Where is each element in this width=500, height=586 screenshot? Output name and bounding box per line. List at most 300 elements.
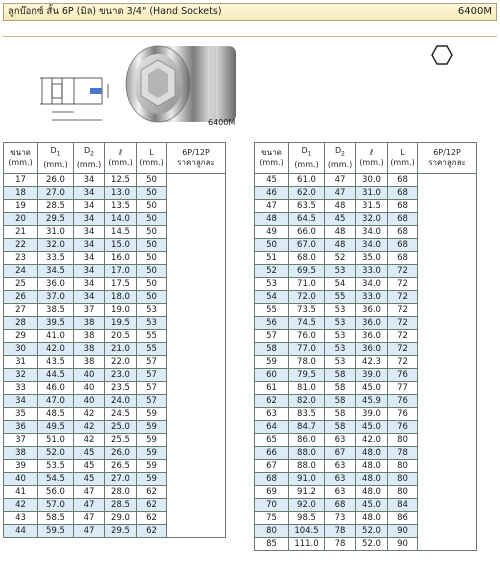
price-cell [167,174,226,538]
table-cell: 63 [325,486,356,499]
table-cell: 80 [388,473,418,486]
table-cell: 42 [74,434,105,447]
table-cell: 37.0 [38,291,74,304]
table-cell: 68 [388,174,418,187]
table-header-row [255,143,477,174]
table-cell: 50 [137,239,167,252]
table-cell: 49 [255,226,289,239]
header-l: L (mm.) [388,143,418,174]
table-cell: 46.0 [38,382,74,395]
table-cell: 53 [325,330,356,343]
header-price: 6P/12P ราคาลูกละ [418,143,477,174]
table-cell: 80 [388,460,418,473]
table-cell: 16.0 [105,252,137,265]
table-cell: 34 [74,200,105,213]
table-cell: 72 [388,265,418,278]
table-cell: 90 [388,538,418,551]
table-cell: 58 [325,382,356,395]
table-cell: 55 [255,304,289,317]
table-cell: 17.5 [105,278,137,291]
table-cell: 91.2 [289,486,325,499]
table-cell: 45 [325,213,356,226]
table-cell: 64 [255,421,289,434]
table-cell: 38 [74,317,105,330]
table-cell: 104.5 [289,525,325,538]
table-cell: 88.0 [289,447,325,460]
header-price: 6P/12P ราคาลูกละ [167,143,226,174]
table-cell: 68 [388,200,418,213]
table-cell: 68 [388,226,418,239]
table-cell: 36.0 [356,304,388,317]
table-cell: 91.0 [289,473,325,486]
table-cell: 28.5 [105,499,137,512]
table-cell: 31.0 [38,226,74,239]
table-cell: 52.0 [356,538,388,551]
table-cell: 33.0 [356,265,388,278]
table-cell: 59 [137,460,167,473]
table-cell: 78 [325,525,356,538]
table-cell: 72 [388,330,418,343]
table-cell: 27.0 [105,473,137,486]
price-cell [418,174,477,551]
table-cell: 22 [4,239,38,252]
table-cell: 23 [4,252,38,265]
table-cell: 28.5 [38,200,74,213]
table-cell: 37 [74,304,105,317]
table-cell: 90 [388,525,418,538]
table-cell: 29.0 [105,512,137,525]
table-cell: 72 [388,291,418,304]
table-cell: 26.0 [38,174,74,187]
table-cell: 59 [137,421,167,434]
table-cell: 48 [255,213,289,226]
table-cell: 22.0 [105,356,137,369]
table-body-left [4,174,226,538]
table-cell: 29.5 [105,525,137,538]
socket-photo [118,38,240,128]
table-cell: 32.0 [356,213,388,226]
table-cell: 76 [388,421,418,434]
table-cell: 79.5 [289,369,325,382]
table-cell: 28.0 [105,486,137,499]
table-cell: 23.0 [105,369,137,382]
table-cell: 86 [388,512,418,525]
table-cell: 26 [4,291,38,304]
table-cell: 36.0 [356,317,388,330]
table-cell: 48.5 [38,408,74,421]
page-title: ลูกบ๊อกซ์ สั้น 6P (มิล) ขนาด 3/4" (Hand Sockets) [8,6,222,17]
table-cell: 98.5 [289,512,325,525]
table-cell: 17 [4,174,38,187]
table-cell: 38 [74,330,105,343]
table-cell: 80 [388,434,418,447]
table-cell: 58.5 [38,512,74,525]
divider [3,36,497,37]
table-cell: 39 [4,460,38,473]
table-cell: 80 [388,486,418,499]
table-cell: 36.0 [356,330,388,343]
table-cell: 55 [325,291,356,304]
table-cell: 51 [255,252,289,265]
table-cell: 36.0 [356,343,388,356]
table-cell: 24.0 [105,395,137,408]
table-cell: 72.0 [289,291,325,304]
table-cell: 38 [4,447,38,460]
table-cell: 31.5 [356,200,388,213]
header-d2: $D_2$ (mm.) [74,143,105,174]
table-cell: 52.0 [38,447,74,460]
table-cell: 78.0 [289,356,325,369]
table-cell: 29 [4,330,38,343]
table-cell: 62 [137,486,167,499]
table-cell: 53 [255,278,289,291]
table-cell: 19 [4,200,38,213]
table-cell: 68 [325,499,356,512]
table-cell: 34 [4,395,38,408]
table-cell: 34 [74,226,105,239]
table-cell: 63 [325,460,356,473]
table-cell: 72 [388,278,418,291]
table-cell: 45 [74,473,105,486]
table-cell: 75 [255,512,289,525]
table-cell: 63.5 [289,200,325,213]
table-cell: 67 [255,460,289,473]
table-cell: 34.5 [38,265,74,278]
table-cell: 37 [4,434,38,447]
table-cell: 43 [4,512,38,525]
table-cell: 47 [74,525,105,538]
table-cell: 70 [255,499,289,512]
table-cell: 50 [137,187,167,200]
table-cell: 76.0 [289,330,325,343]
table-cell: 73.5 [289,304,325,317]
table-cell: 32.0 [38,239,74,252]
table-cell: 76 [388,395,418,408]
table-cell: 45 [255,174,289,187]
table-cell: 80 [255,525,289,538]
table-cell: 50 [137,252,167,265]
table-cell: 65 [255,434,289,447]
table-cell: 59 [137,447,167,460]
table-cell: 24.5 [105,408,137,421]
table-cell: 33 [4,382,38,395]
model-number: 6400M [457,6,492,17]
table-cell: 53 [325,343,356,356]
table-cell: 50 [137,174,167,187]
table-cell: 85 [255,538,289,551]
table-cell: 58 [325,421,356,434]
hexagon-icon [431,45,453,65]
table-cell: 50 [137,278,167,291]
table-cell: 42.0 [356,434,388,447]
table-cell: 14.5 [105,226,137,239]
table-cell: 68 [388,213,418,226]
table-cell: 68 [255,473,289,486]
table-cell: 41.0 [38,330,74,343]
table-cell: 92.0 [289,499,325,512]
table-cell: 38.5 [38,304,74,317]
table-cell: 20.5 [105,330,137,343]
table-cell: 86.0 [289,434,325,447]
table-cell: 33.5 [38,252,74,265]
header-d2: $D_2$ (mm.) [325,143,356,174]
table-cell: 29.5 [38,213,74,226]
table-cell: 39.0 [356,408,388,421]
table-cell: 62 [137,499,167,512]
table-cell: 45.0 [356,382,388,395]
table-cell: 45.9 [356,395,388,408]
table-cell: 19.0 [105,304,137,317]
table-cell: 59 [137,408,167,421]
table-cell: 58 [255,343,289,356]
table-cell: 17.0 [105,265,137,278]
table-cell: 66.0 [289,226,325,239]
table-cell: 53 [137,317,167,330]
table-cell: 36.0 [38,278,74,291]
table-cell: 47 [74,486,105,499]
table-cell: 78 [388,447,418,460]
table-cell: 50 [137,265,167,278]
table-cell: 35.0 [356,252,388,265]
table-cell: 15.0 [105,239,137,252]
header-d1: $D_1$ (mm.) [289,143,325,174]
table-cell: 48 [325,239,356,252]
table-cell: 48 [325,200,356,213]
table-cell: 14.0 [105,213,137,226]
table-cell: 50 [137,291,167,304]
table-cell: 58 [325,369,356,382]
header-l-small: ℓ (mm.) [105,143,137,174]
header-l-small: ℓ (mm.) [356,143,388,174]
table-cell: 57 [137,369,167,382]
title-bar [3,3,497,21]
header-l: L (mm.) [137,143,167,174]
table-cell: 42.3 [356,356,388,369]
table-cell: 88.0 [289,460,325,473]
table-cell: 59 [137,434,167,447]
table-cell: 58 [325,408,356,421]
header-size: ขนาด (mm.) [4,143,38,174]
table-cell: 40 [74,369,105,382]
table-cell: 57.0 [38,499,74,512]
table-cell: 57 [137,395,167,408]
table-cell: 44 [4,525,38,538]
table-cell: 72 [388,317,418,330]
table-cell: 48.0 [356,486,388,499]
table-cell: 34 [74,239,105,252]
table-cell: 47.0 [38,395,74,408]
table-cell: 58 [325,395,356,408]
table-cell: 63 [325,473,356,486]
socket-dimension-drawing [36,70,116,125]
table-cell: 34 [74,278,105,291]
table-cell: 28 [4,317,38,330]
table-cell: 62 [255,395,289,408]
table-cell: 67 [325,447,356,460]
table-cell: 50 [255,239,289,252]
table-cell: 21 [4,226,38,239]
table-cell: 71.0 [289,278,325,291]
table-cell: 34.0 [356,278,388,291]
table-cell: 53 [325,317,356,330]
table-cell: 34 [74,187,105,200]
table-cell: 43.5 [38,356,74,369]
table-cell: 25.5 [105,434,137,447]
table-cell: 40 [4,473,38,486]
table-cell: 42.0 [38,343,74,356]
table-cell: 55 [137,330,167,343]
table-cell: 48.0 [356,460,388,473]
table-cell: 76 [388,369,418,382]
table-cell: 12.5 [105,174,137,187]
table-cell: 54 [255,291,289,304]
table-header-row [4,143,226,174]
table-cell: 53 [137,304,167,317]
table-cell: 53.5 [38,460,74,473]
table-cell: 68.0 [289,252,325,265]
table-cell: 34.0 [356,239,388,252]
table-cell: 31.0 [356,187,388,200]
table-cell: 18 [4,187,38,200]
table-cell: 45.0 [356,421,388,434]
table-cell: 40 [74,395,105,408]
table-cell: 25 [4,278,38,291]
table-cell: 68 [388,187,418,200]
table-cell: 48.0 [356,447,388,460]
table-cell: 73 [325,512,356,525]
table-cell: 49.5 [38,421,74,434]
table-cell: 83.5 [289,408,325,421]
table-cell: 84 [388,499,418,512]
table-cell: 57 [137,382,167,395]
table-cell: 77.0 [289,343,325,356]
table-cell: 59 [255,356,289,369]
table-cell: 53 [325,356,356,369]
table-cell: 69.5 [289,265,325,278]
table-cell: 59.5 [38,525,74,538]
table-cell: 63 [255,408,289,421]
table-cell: 81.0 [289,382,325,395]
table-cell: 72 [388,356,418,369]
table-cell: 62 [137,512,167,525]
table-cell: 18.0 [105,291,137,304]
table-cell: 45 [74,460,105,473]
table-cell: 64.5 [289,213,325,226]
table-cell: 47 [255,200,289,213]
table-cell: 63 [325,434,356,447]
table-row [4,174,226,187]
table-cell: 62.0 [289,187,325,200]
table-cell: 19.5 [105,317,137,330]
table-cell: 50 [137,200,167,213]
table-cell: 26.0 [105,447,137,460]
table-row [255,174,477,187]
table-cell: 111.0 [289,538,325,551]
table-cell: 55 [137,343,167,356]
table-cell: 30.0 [356,174,388,187]
table-cell: 34 [74,291,105,304]
table-cell: 48.0 [356,473,388,486]
table-cell: 67.0 [289,239,325,252]
table-cell: 48.0 [356,512,388,525]
table-cell: 72 [388,304,418,317]
table-cell: 56 [255,317,289,330]
table-cell: 53 [325,265,356,278]
table-cell: 31 [4,356,38,369]
figure-caption: 6400M [208,118,236,127]
table-cell: 42 [74,421,105,434]
table-cell: 34 [74,213,105,226]
table-cell: 42 [74,408,105,421]
table-cell: 69 [255,486,289,499]
table-cell: 47 [74,499,105,512]
table-cell: 46 [255,187,289,200]
table-cell: 62 [137,525,167,538]
table-cell: 26.5 [105,460,137,473]
table-cell: 50 [137,226,167,239]
table-cell: 77 [388,382,418,395]
table-cell: 56.0 [38,486,74,499]
table-cell: 45 [74,447,105,460]
table-cell: 52 [325,252,356,265]
table-cell: 40 [74,382,105,395]
table-cell: 39.0 [356,369,388,382]
table-cell: 72 [388,343,418,356]
table-cell: 32 [4,369,38,382]
table-cell: 78 [325,538,356,551]
table-cell: 34 [74,174,105,187]
table-cell: 57 [137,356,167,369]
table-cell: 13.5 [105,200,137,213]
table-cell: 60 [255,369,289,382]
table-cell: 21.0 [105,343,137,356]
table-cell: 54 [325,278,356,291]
table-cell: 20 [4,213,38,226]
table-cell: 66 [255,447,289,460]
table-cell: 52 [255,265,289,278]
table-body-right [255,174,477,551]
table-cell: 50 [137,213,167,226]
size-table-left [3,142,226,538]
table-cell: 41 [4,486,38,499]
table-cell: 74.5 [289,317,325,330]
table-cell: 39.5 [38,317,74,330]
table-cell: 51.0 [38,434,74,447]
table-cell: 25.0 [105,421,137,434]
table-cell: 23.5 [105,382,137,395]
table-cell: 61.0 [289,174,325,187]
table-cell: 34.0 [356,226,388,239]
header-d1: $D_1$ (mm.) [38,143,74,174]
table-cell: 36 [4,421,38,434]
table-cell: 33.0 [356,291,388,304]
table-cell: 68 [388,252,418,265]
table-cell: 52.0 [356,525,388,538]
header-size: ขนาด (mm.) [255,143,289,174]
table-cell: 44.5 [38,369,74,382]
table-cell: 38 [74,343,105,356]
table-cell: 38 [74,356,105,369]
table-cell: 53 [325,304,356,317]
table-cell: 84.7 [289,421,325,434]
table-cell: 76 [388,408,418,421]
table-cell: 57 [255,330,289,343]
table-cell: 47 [325,174,356,187]
table-cell: 27.0 [38,187,74,200]
table-cell: 82.0 [289,395,325,408]
table-cell: 47 [74,512,105,525]
table-cell: 30 [4,343,38,356]
